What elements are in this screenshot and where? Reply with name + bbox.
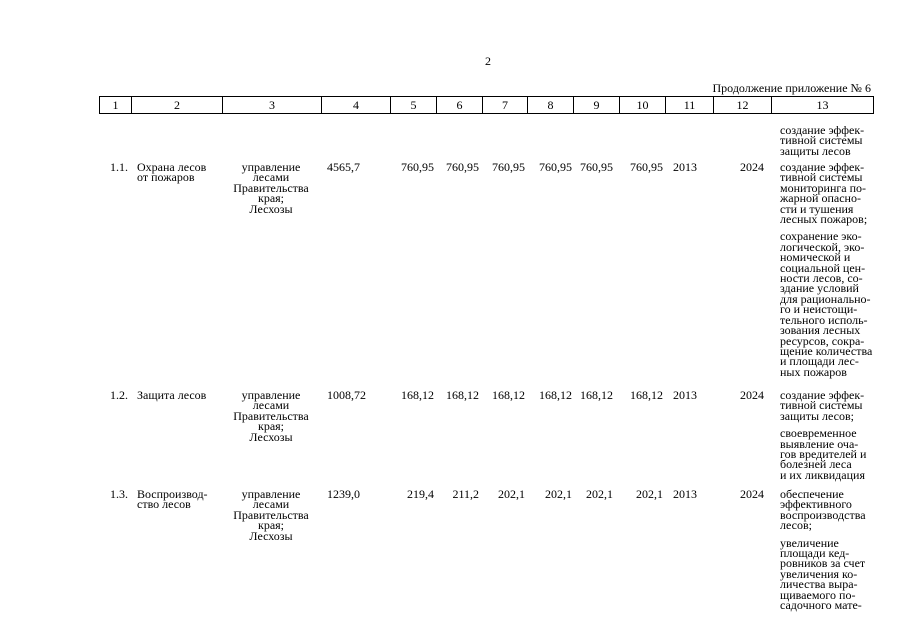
year-value: 202,1 <box>545 487 572 501</box>
year-value: 168,12 <box>580 388 613 402</box>
column-header-row <box>100 97 874 114</box>
result-text: создание эффек- тивной системы защиты лесов; <box>780 388 865 423</box>
column-header: 2 <box>132 97 223 114</box>
year-value: 168,12 <box>401 388 434 402</box>
start-year: 2013 <box>673 160 697 174</box>
result-text: увеличение площади кед- ровников за счет увеличения ко- личества выра- щиваемого по- садочного мате- <box>780 535 866 613</box>
column-header: 6 <box>437 97 483 114</box>
result-text: обеспечение эффективного воспроизводства лесов; <box>780 487 866 533</box>
result-text: сохранение эко- логической, эко- номической и социальной цен- ности лесов, со- здание условий для рационально- го и неистощи- тельного исполь- зования лесных ресурсов, сокра- щение количества и площади лес- ных пожаров <box>780 229 873 379</box>
year-value: 760,95 <box>401 160 434 174</box>
year-value: 202,1 <box>586 487 613 501</box>
year-value: 168,12 <box>492 388 525 402</box>
column-header: 9 <box>574 97 620 114</box>
column-header: 8 <box>528 97 574 114</box>
result-text: своевременное выявление оча- гов вредителей и болезней леса и их ликвидация <box>780 426 867 482</box>
column-header: 11 <box>666 97 714 114</box>
year-value: 760,95 <box>492 160 525 174</box>
year-value: 168,12 <box>446 388 479 402</box>
measure-name: Защита лесов <box>137 388 207 402</box>
results-cell <box>780 162 880 384</box>
year-value: 202,1 <box>498 487 525 501</box>
result-text: создание эффек- тивной системы защиты лесов <box>780 123 865 158</box>
results-cell <box>780 390 880 487</box>
row-number: 1.3. <box>110 487 128 501</box>
measure-name: Воспроизвод- ство лесов <box>137 487 208 512</box>
year-value: 760,95 <box>580 160 613 174</box>
start-year: 2013 <box>673 487 697 501</box>
total-value: 1008,72 <box>327 388 366 402</box>
executor: управление лесами Правительства края; Лесхозы <box>233 160 309 216</box>
column-header: 3 <box>223 97 322 114</box>
column-header: 4 <box>322 97 391 114</box>
column-header: 10 <box>620 97 666 114</box>
executor: управление лесами Правительства края; Лесхозы <box>233 487 309 543</box>
column-header: 13 <box>772 97 874 114</box>
page-number: 2 <box>485 54 491 68</box>
executor: управление лесами Правительства края; Лесхозы <box>233 388 309 444</box>
start-year: 2013 <box>673 388 697 402</box>
end-year: 2024 <box>740 160 764 174</box>
year-value: 168,12 <box>630 388 663 402</box>
end-year: 2024 <box>740 487 764 501</box>
column-header: 1 <box>100 97 132 114</box>
year-value: 211,2 <box>452 487 479 501</box>
end-year: 2024 <box>740 388 764 402</box>
continuation-caption: Продолжение приложение № 6 <box>712 81 871 95</box>
column-header: 7 <box>483 97 528 114</box>
total-value: 4565,7 <box>327 160 360 174</box>
column-header: 5 <box>391 97 437 114</box>
year-value: 202,1 <box>636 487 663 501</box>
row-number: 1.2. <box>110 388 128 402</box>
column-header-table <box>99 96 874 114</box>
measure-name: Охрана лесов от пожаров <box>137 160 207 185</box>
year-value: 760,95 <box>446 160 479 174</box>
year-value: 760,95 <box>630 160 663 174</box>
results-cell <box>780 489 880 617</box>
column-header: 12 <box>714 97 772 114</box>
result-text: создание эффек- тивной системы мониторинга по- жарной опасно- сти и тушения лесных пожаров; <box>780 160 868 227</box>
year-value: 168,12 <box>539 388 572 402</box>
year-value: 219,4 <box>407 487 434 501</box>
year-value: 760,95 <box>539 160 572 174</box>
total-value: 1239,0 <box>327 487 360 501</box>
row-number: 1.1. <box>110 160 128 174</box>
